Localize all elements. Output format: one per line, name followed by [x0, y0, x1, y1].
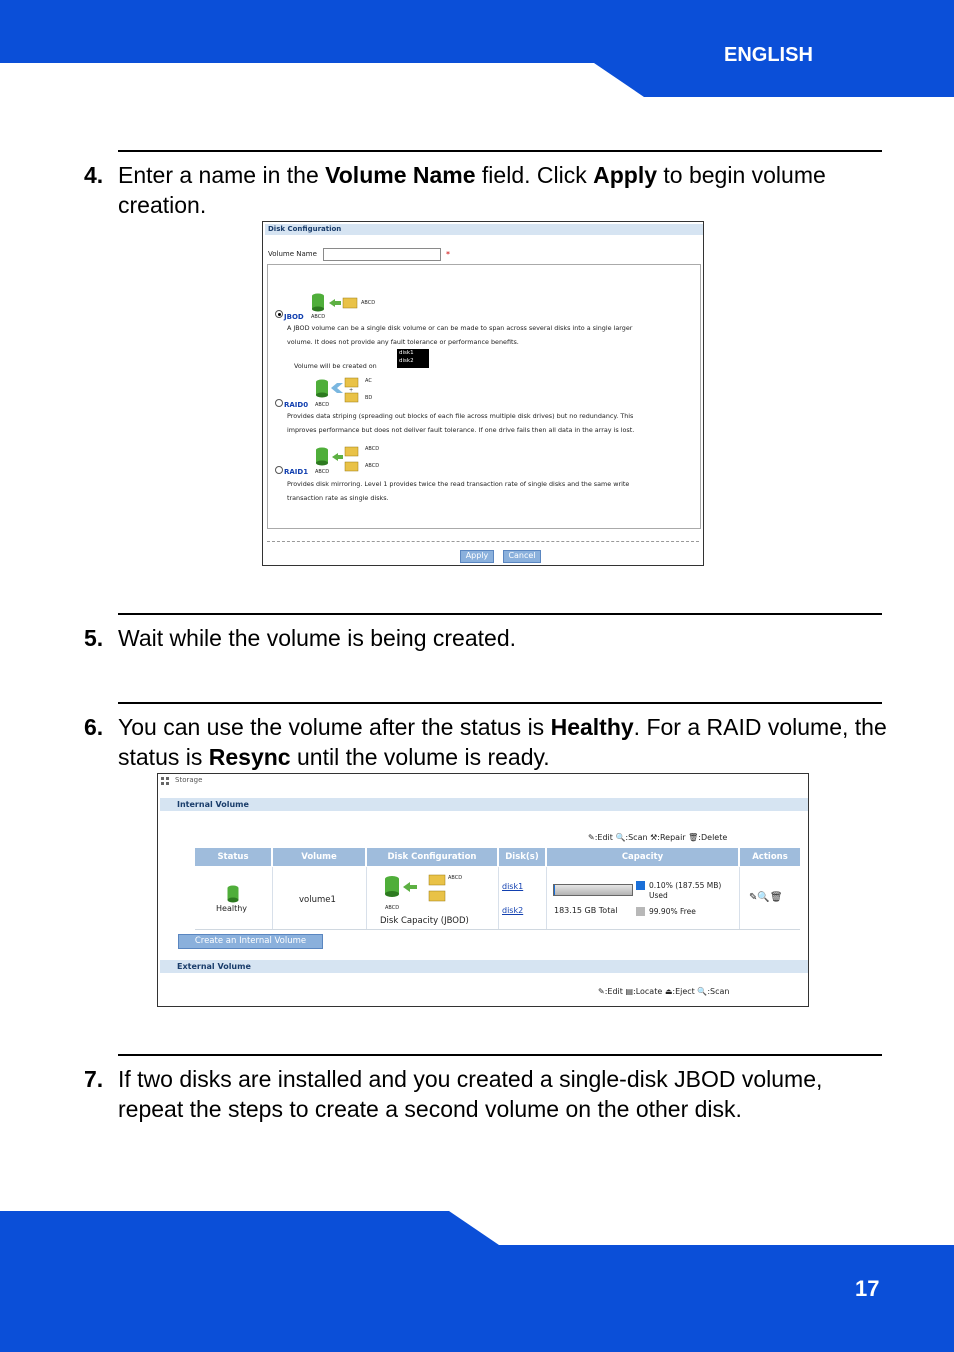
delete-action[interactable]: :Delete — [698, 833, 728, 842]
raid0-icon-sublabel: ABCD — [315, 402, 330, 408]
disk-select-list[interactable] — [397, 349, 429, 368]
volume-value: volume1 — [299, 895, 336, 905]
storage-title: Storage — [175, 776, 203, 784]
edit-action[interactable]: :Edit — [604, 987, 623, 996]
raid0-part-a-label: AC — [365, 378, 372, 384]
required-mark: * — [446, 250, 450, 259]
scan-icon[interactable]: 🔍 — [757, 892, 770, 903]
step-text: Wait while the volume is being created. — [118, 625, 517, 651]
locate-icon[interactable]: ▤ — [625, 987, 633, 996]
raid0-radio[interactable] — [275, 399, 283, 407]
raid1-label: RAID1 — [284, 468, 309, 476]
volume-name-label: Volume Name — [268, 250, 317, 258]
row-divider-5 — [739, 867, 740, 929]
storage-grid-icon — [161, 777, 169, 785]
disk-option[interactable]: disk2 — [399, 358, 414, 364]
cancel-button[interactable]: Cancel — [503, 550, 541, 563]
raid0-description-line-1: Provides data striping (spreading out blocks of each file across multiple disk drives) but no redundancy. This — [287, 412, 634, 420]
step-4 — [84, 160, 884, 220]
eject-icon[interactable]: ⏏ — [664, 987, 673, 996]
capacity-used-fill — [554, 885, 555, 895]
scan-icon[interactable]: 🔍 — [615, 833, 626, 842]
volume-name-input[interactable] — [323, 248, 441, 261]
step-6 — [84, 712, 887, 772]
jbod-description-line-2: volume. It does not provide any fault tolerance or performance benefits. — [287, 338, 519, 346]
repair-action[interactable]: :Repair — [657, 833, 686, 842]
disk1-link[interactable]: disk1 — [502, 882, 524, 891]
col-header-actions: Actions — [740, 848, 800, 866]
config-icon-label-top: ABCD — [448, 875, 463, 881]
step-text: If two disks are installed and you created a single-disk JBOD volume, repeat the steps to create a second volume on the other disk. — [118, 1066, 823, 1122]
jbod-description-line-1: A JBOD volume can be a single disk volume or can be made to span across several disks into a single larger — [287, 324, 633, 332]
raid1-radio[interactable] — [275, 466, 283, 474]
row-divider-4 — [546, 867, 547, 929]
row-divider-2 — [366, 867, 367, 929]
locate-action[interactable]: :Locate — [633, 987, 663, 996]
step-number: 5. — [84, 625, 104, 651]
repair-icon[interactable]: ⚒ — [650, 833, 658, 842]
step-text: Enter a name in the Volume Name field. Click Apply to begin volume creation. — [118, 162, 826, 218]
raid1-icon-label-bottom: ABCD — [365, 463, 380, 469]
jbod-label: JBOD — [284, 313, 304, 321]
status-value: Healthy — [216, 904, 248, 913]
disk-configuration-screenshot — [262, 221, 704, 566]
step-number: 7. — [84, 1066, 104, 1092]
divider-step-5 — [118, 613, 882, 615]
edit-action[interactable]: :Edit — [594, 833, 613, 842]
jbod-icon-sublabel: ABCD — [311, 314, 326, 320]
apply-button[interactable]: Apply — [460, 550, 494, 563]
external-volume-bar: External Volume — [160, 960, 808, 973]
eject-action[interactable]: :Eject — [672, 987, 695, 996]
disk-config-title-bar: Disk Configuration — [265, 224, 704, 235]
free-legend-swatch — [636, 907, 645, 916]
edit-icon[interactable]: ✎ — [598, 987, 605, 996]
col-header-disks: Disk(s) — [499, 848, 545, 866]
step-text: You can use the volume after the status is Healthy. For a RAID volume, the status is Resync until the volume is ready. — [118, 714, 887, 770]
step-number: 6. — [84, 714, 104, 740]
used-legend-swatch — [636, 881, 645, 890]
row-divider-3 — [498, 867, 499, 929]
edit-icon[interactable]: ✎ — [588, 833, 595, 842]
scan-action[interactable]: :Scan — [625, 833, 648, 842]
page-number: 17 — [855, 1276, 880, 1301]
jbod-radio[interactable] — [275, 310, 283, 318]
raid1-icon-sublabel: ABCD — [315, 469, 330, 475]
col-header-disk-configuration: Disk Configuration — [367, 848, 497, 866]
jbod-config-icon — [384, 874, 454, 904]
raid0-label: RAID0 — [284, 401, 309, 409]
divider-step-7 — [118, 1054, 882, 1056]
scan-icon[interactable]: 🔍 — [697, 987, 708, 996]
language-label: ENGLISH — [724, 44, 813, 66]
step-7 — [84, 1064, 884, 1124]
disk-configuration-value: Disk Capacity (JBOD) — [380, 916, 469, 926]
config-icon-label-bottom: ABCD — [385, 905, 400, 911]
divider-step-4 — [118, 150, 882, 152]
edit-icon[interactable]: ✎ — [749, 892, 758, 903]
capacity-used-value: 0.10% (187.55 MB) Used — [649, 881, 722, 900]
raid1-icon-label-top: ABCD — [365, 446, 380, 452]
col-header-status: Status — [195, 848, 271, 866]
external-toolbar — [598, 987, 729, 996]
capacity-total-value: 183.15 GB Total — [554, 906, 618, 915]
row-divider-1 — [272, 867, 273, 929]
capacity-bar — [553, 884, 633, 896]
step-5 — [84, 623, 884, 653]
internal-volume-bar: Internal Volume — [160, 798, 808, 811]
dotted-separator — [267, 541, 699, 542]
row-actions — [749, 892, 783, 903]
capacity-free-value: 99.90% Free — [649, 907, 696, 916]
delete-icon[interactable]: 🗑 — [769, 892, 783, 903]
raid1-description-line-1: Provides disk mirroring. Level 1 provides twice the read transaction rate of single disks and the same write — [287, 480, 630, 488]
raid0-description-line-2: improves performance but does not deliver fault tolerance. If one drive fails then all data in the array is lost. — [287, 426, 635, 434]
raid1-description-line-2: transaction rate as single disks. — [287, 494, 389, 502]
internal-toolbar — [588, 833, 727, 842]
disk2-link[interactable]: disk2 — [502, 906, 524, 915]
scan-action[interactable]: :Scan — [707, 987, 730, 996]
divider-step-6 — [118, 702, 882, 704]
delete-icon[interactable]: 🗑 — [688, 833, 699, 842]
footer-band — [0, 1211, 954, 1352]
step-number: 4. — [84, 162, 104, 188]
create-internal-volume-button[interactable]: Create an Internal Volume — [178, 934, 323, 949]
svg-text:+: + — [349, 387, 354, 394]
storage-screenshot — [157, 773, 809, 1007]
jbod-icon-label: ABCD — [361, 300, 376, 306]
raid0-part-b-label: BD — [365, 395, 373, 401]
col-header-capacity: Capacity — [547, 848, 738, 866]
col-header-volume: Volume — [273, 848, 365, 866]
disk-option[interactable]: disk1 — [399, 350, 414, 356]
created-on-label: Volume will be created on — [294, 362, 377, 370]
healthy-disk-icon — [227, 885, 239, 903]
